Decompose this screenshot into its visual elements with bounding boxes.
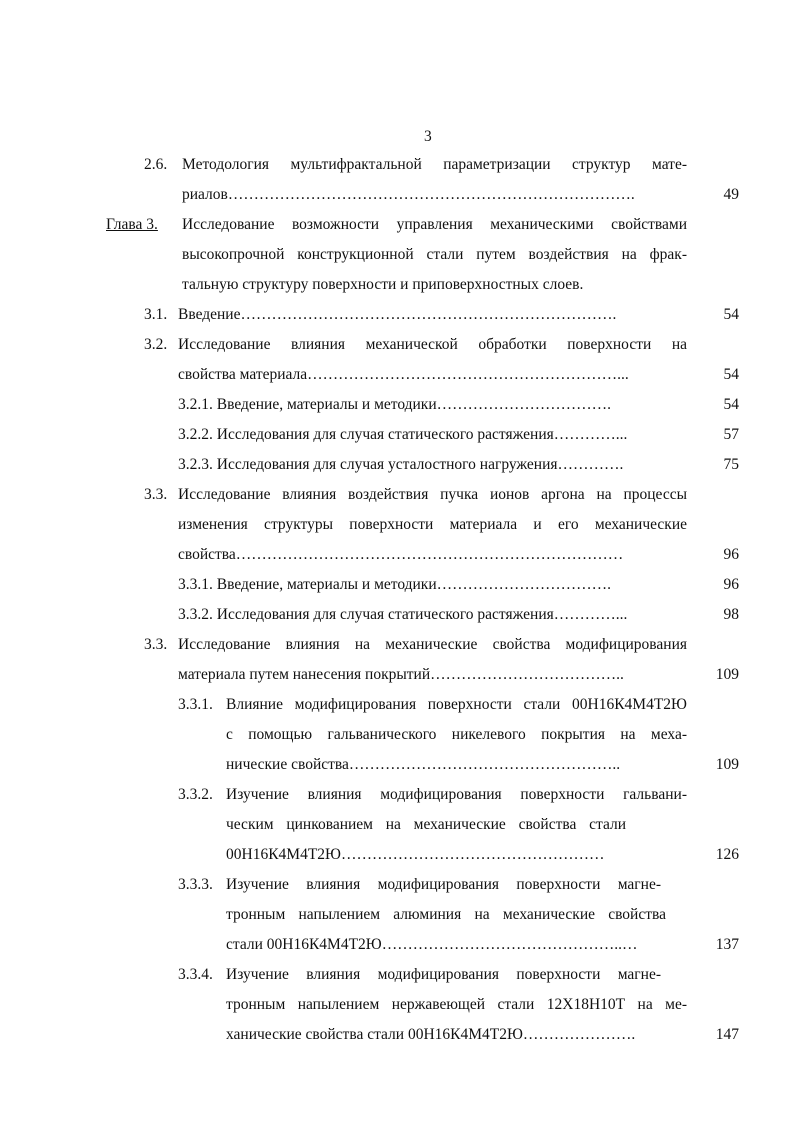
toc-page-number: 54 [723, 306, 739, 323]
toc-entry-text: стали 00Н16К4М4Т2Ю………………………………………..… [226, 936, 638, 953]
toc-entry-text: Методология мультифрактальной параметризации структур мате- [182, 156, 687, 173]
toc-page-number: 57 [723, 426, 739, 443]
toc-entry-text: тронным напылением нержавеющей стали 12Х18Н10Т на ме- [226, 996, 687, 1013]
toc-number: 3.1. [144, 306, 168, 323]
chapter-title: Исследование возможности управления механическими свойствами [182, 216, 687, 233]
toc-number: 3.3.3. [178, 876, 213, 893]
toc-entry-text: с помощью гальванического никелевого покрытия на меха- [226, 726, 687, 743]
toc-subentry: 3.2.1. Введение, материалы и методики……………………………. [178, 396, 612, 413]
toc-entry-text: ханические свойства стали 00Н16К4М4Т2Ю…………………. [226, 1026, 636, 1043]
chapter-label: Глава 3. [106, 216, 158, 233]
toc-number: 3.3.2. [178, 786, 213, 803]
toc-page-number: 98 [723, 606, 739, 623]
toc-page-number: 54 [723, 366, 739, 383]
toc-entry-text: тронным напылением алюминия на механические свойства [226, 906, 666, 923]
toc-number: 3.3. [144, 636, 168, 653]
page-number: 3 [424, 128, 432, 145]
toc-page-number: 126 [715, 846, 739, 863]
toc-entry-text: Влияние модифицирования поверхности стали 00Н16К4М4Т2Ю [226, 696, 687, 713]
toc-page-number: 75 [723, 456, 739, 473]
toc-subentry: 3.2.2. Исследования для случая статического растяжения…………... [178, 426, 628, 443]
toc-entry-text: Изучение влияния модифицирования поверхности магне- [226, 966, 661, 983]
toc-page-number: 54 [723, 396, 739, 413]
toc-number: 3.3.1. [178, 696, 213, 713]
toc-entry-text: Исследование влияния воздействия пучка ионов аргона на процессы [178, 486, 687, 503]
toc-number: 2.6. [144, 156, 168, 173]
toc-subentry: 3.2.3. Исследования для случая усталостного нагружения…………. [178, 456, 624, 473]
toc-entry-text: изменения структуры поверхности материала и его механические [178, 516, 687, 533]
toc-page-number: 147 [715, 1026, 739, 1043]
toc-entry-text: свойства материала……………………………………………………... [178, 366, 629, 383]
toc-number: 3.3. [144, 486, 168, 503]
toc-entry-text: Изучение влияния модифицирования поверхности гальвани- [226, 786, 687, 803]
toc-entry-text: ческим цинкованием на механические свойства стали [226, 816, 626, 833]
toc-entry-text: свойства………………………………………………………………… [178, 546, 624, 563]
toc-entry-text: Изучение влияния модифицирования поверхности магне- [226, 876, 661, 893]
toc-page-number: 109 [715, 666, 739, 683]
toc-entry-text: Исследование влияния механической обработки поверхности на [178, 336, 687, 353]
chapter-title: тальную структуру поверхности и приповерхностных слоев. [182, 276, 584, 293]
toc-page-number: 96 [723, 576, 739, 593]
toc-page-number: 96 [723, 546, 739, 563]
toc-entry-text: Введение………………………………………………………………. [178, 306, 617, 323]
toc-subentry: 3.3.1. Введение, материалы и методики……………………………. [178, 576, 612, 593]
toc-entry-text: материала путем нанесения покрытий……………………………….. [178, 666, 624, 683]
toc-entry-text: нические свойства…………………………………………….. [226, 756, 621, 773]
toc-subentry: 3.3.2. Исследования для случая статического растяжения…………... [178, 606, 628, 623]
toc-entry-text: Исследование влияния на механические свойства модифицирования [178, 636, 687, 653]
toc-page-number: 109 [715, 756, 739, 773]
toc-number: 3.3.4. [178, 966, 213, 983]
toc-number: 3.2. [144, 336, 168, 353]
toc-page-number: 49 [723, 186, 739, 203]
chapter-title: высокопрочной конструкционной стали путем воздействия на фрак- [182, 246, 687, 263]
toc-entry-text: риалов……………………………………………………………………. [182, 186, 635, 203]
toc-page-number: 137 [715, 936, 739, 953]
toc-entry-text: 00Н16К4М4Т2Ю…………………………………………… [226, 846, 605, 863]
